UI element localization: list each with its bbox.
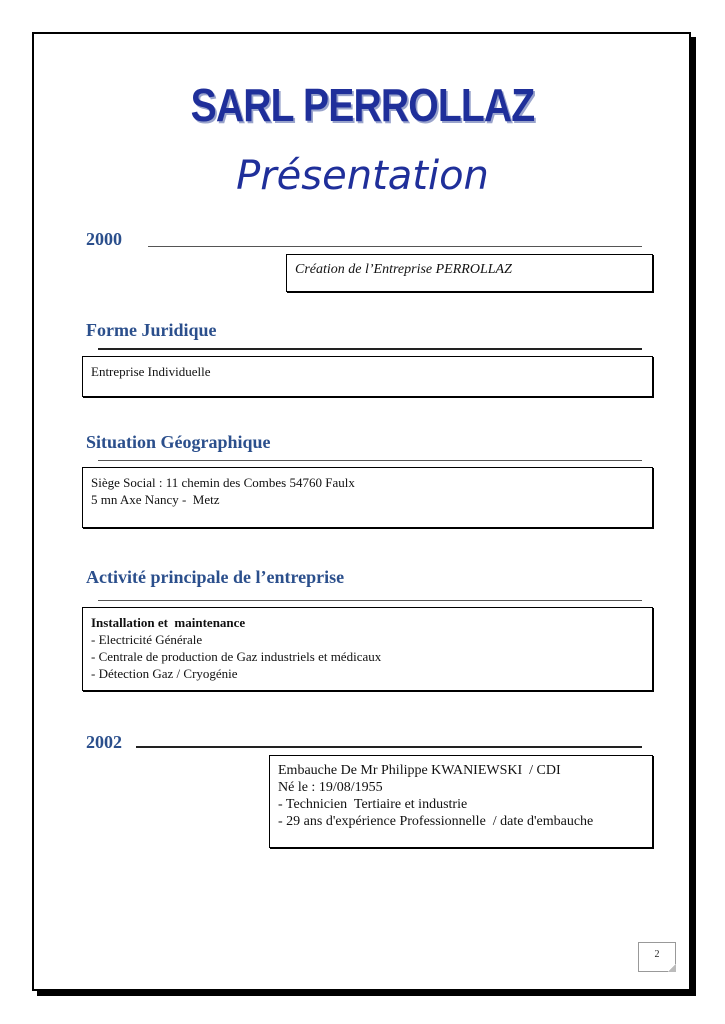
heading-activite: Activité principale de l’entreprise (86, 567, 345, 587)
heading-2000: 2000 (86, 229, 122, 249)
box-2002-line-4: - 29 ans d'expérience Professionnelle / date d'embauche (278, 814, 594, 829)
box-2002-line-1: Embauche De Mr Philippe KWANIEWSKI / CDI (278, 763, 561, 778)
rule-2000 (148, 246, 642, 247)
box-2002-line-3: - Technicien Tertiaire et industrie (278, 797, 468, 812)
page-number: 2 (638, 942, 676, 972)
box-forme-juridique (82, 356, 653, 397)
box-activite (82, 607, 653, 691)
box-2002 (269, 755, 653, 848)
rule-situation (98, 460, 642, 461)
box-activite-line-1: Installation et maintenance (91, 615, 246, 630)
heading-situation: Situation Géographique (86, 432, 271, 452)
presentation-subtitle: Présentation (236, 153, 489, 199)
box-situation-line-2: 5 mn Axe Nancy - Metz (91, 492, 220, 507)
box-2000 (286, 254, 653, 292)
box-activite-line-3: - Centrale de production de Gaz industriels et médicaux (91, 649, 382, 664)
heading-2002: 2002 (86, 732, 122, 752)
box-activite-line-2: - Electricité Générale (91, 632, 203, 647)
rule-2002 (136, 746, 642, 748)
box-situation (82, 467, 653, 528)
box-forme-line: Entreprise Individuelle (91, 364, 211, 379)
heading-forme-juridique: Forme Juridique (86, 320, 217, 340)
box-2002-line-2: Né le : 19/08/1955 (278, 780, 383, 795)
box-activite-line-4: - Détection Gaz / Cryogénie (91, 666, 238, 681)
box-situation-line-1: Siège Social : 11 chemin des Combes 54760 Faulx (91, 475, 355, 490)
box-2000-line: Création de l’Entreprise PERROLLAZ (295, 262, 512, 277)
company-title: SARL PERROLLAZ (190, 79, 535, 131)
rule-activite (98, 600, 642, 601)
rule-forme-juridique (98, 348, 642, 350)
